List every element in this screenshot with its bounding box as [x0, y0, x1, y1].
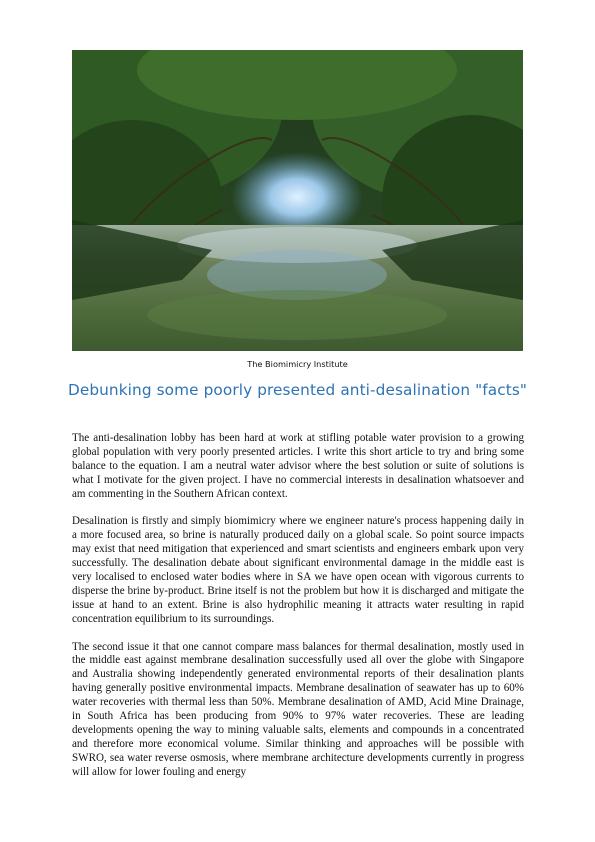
photo-graphic	[72, 50, 523, 351]
mangrove-river-photo	[72, 50, 523, 351]
paragraph: The anti-desalination lobby has been hard at work at stifling potable water provision to a growing global population with very poorly presented articles. I write this short article to try and bring some balance to the equation. I am a neutral water advisor where the best solution or suite of solutions is what I motivate for the given project. I have no commercial interests in desalination whatsoever and am commenting in the Southern African context.	[72, 432, 524, 500]
paragraph: The second issue it that one cannot compare mass balances for thermal desalination, mostly used in the middle east against membrane desalination successfully used all over the globe with Singapore and Australia showing independently generated environmental reports of their desalination plants having generally positive environmental impacts. Membrane desalination of seawater has up to 60% water recoveries with thermal less than 50%. Membrane desalination of AMD, Acid Mine Drainage, in South Africa has been producing from 90% to 97% water recoveries. These are leading developments opening the way to mining valuable salts, elements and compounds in a concentrated and therefore more economical volume. Similar thinking and approaches will be possible with SWRO, sea water reverse osmosis, where membrane architecture developments currently in progress will allow for lower fouling and energy	[72, 640, 524, 778]
paragraph: Desalination is firstly and simply biomimicry where we engineer nature's process happening daily in a more focused area, so brine is naturally produced daily on a global scale. So point source impacts may exist that need mitigation that experienced and smart scientists and engineers embark upon very successfully. The desalination debate about significant environmental damage in the middle east is very localised to enclosed water bodies where in SA we have open ocean with vigorous currents to disperse the brine by-product. Brine itself is not the problem but how it is discharged and mitigate the issue at hand to an extent. Brine is also hydrophilic meaning it attracts water resulting in rapid concentration equilibrium to its surroundings.	[72, 515, 524, 625]
article-body	[72, 432, 524, 794]
article-title: Debunking some poorly presented anti-desalination "facts"	[67, 381, 528, 399]
image-caption: The Biomimicry Institute	[247, 359, 348, 369]
